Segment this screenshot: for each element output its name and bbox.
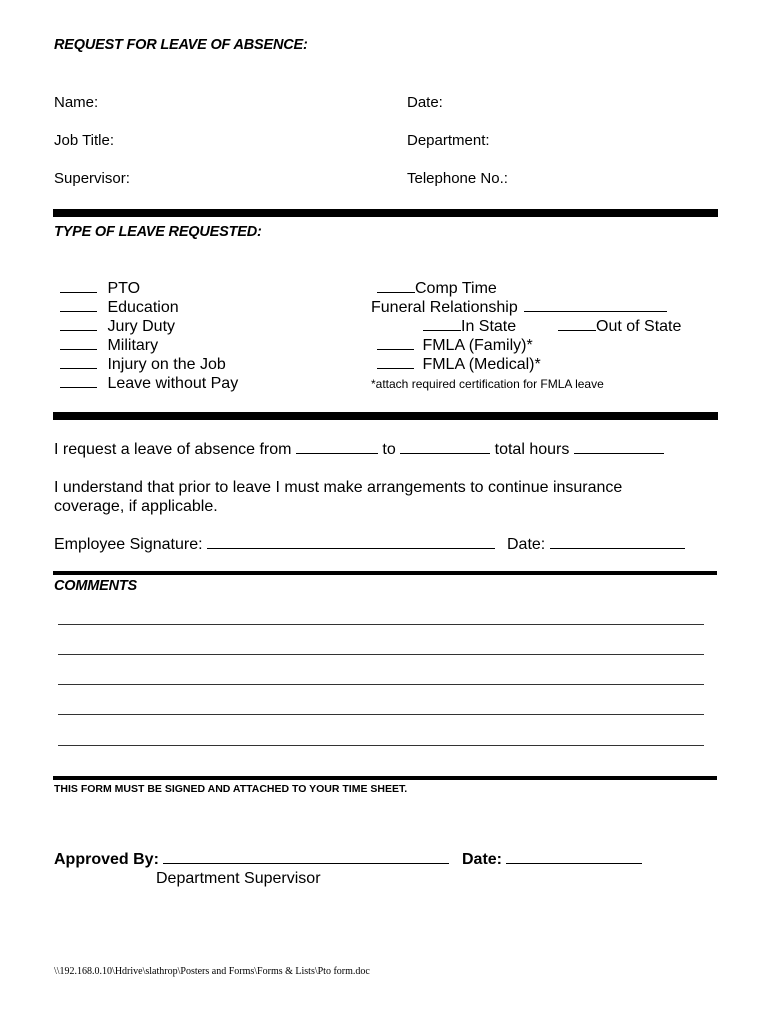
job-title-label: Job Title:: [54, 132, 115, 149]
employee-signature-field[interactable]: [207, 547, 495, 549]
date-label: Date:: [407, 94, 443, 111]
leave-option-funeral[interactable]: Funeral Relationship: [371, 299, 667, 317]
comments-heading: COMMENTS: [54, 578, 137, 594]
leave-option-in-state[interactable]: In State: [423, 318, 516, 336]
section-divider: [53, 412, 718, 420]
checkbox-blank[interactable]: [60, 329, 97, 331]
leave-to-field[interactable]: [400, 452, 490, 454]
checkbox-blank[interactable]: [60, 367, 97, 369]
approved-by-field[interactable]: [163, 862, 449, 864]
checkbox-blank[interactable]: [60, 291, 97, 293]
comment-line[interactable]: [58, 684, 704, 685]
name-label: Name:: [54, 94, 99, 111]
form-title: REQUEST FOR LEAVE OF ABSENCE:: [54, 37, 308, 53]
supervisor-label: Supervisor:: [54, 170, 130, 187]
file-path-footer: \\192.168.0.10\Hdrive\slathrop\Posters and Forms\Forms & Lists\Pto form.doc: [54, 966, 370, 977]
leave-request-line: I request a leave of absence from to total hours: [54, 441, 664, 459]
department-supervisor-caption: Department Supervisor: [156, 870, 321, 887]
leave-option-fmla-family[interactable]: FMLA (Family)*: [377, 337, 533, 355]
telephone-label: Telephone No.:: [407, 170, 508, 187]
section-divider: [53, 571, 717, 575]
comment-line[interactable]: [58, 624, 704, 625]
leave-option-jury-duty[interactable]: Jury Duty: [60, 318, 175, 336]
comment-line[interactable]: [58, 714, 704, 715]
section-divider: [53, 776, 717, 780]
department-label: Department:: [407, 132, 490, 149]
leave-option-education[interactable]: Education: [60, 299, 179, 317]
approval-date-field[interactable]: [506, 862, 642, 864]
leave-option-military[interactable]: Military: [60, 337, 158, 355]
leave-type-heading: TYPE OF LEAVE REQUESTED:: [54, 224, 262, 240]
fmla-note: *attach required certification for FMLA leave: [371, 377, 604, 391]
leave-from-field[interactable]: [296, 452, 378, 454]
employee-date-field[interactable]: [550, 547, 685, 549]
checkbox-blank[interactable]: [377, 367, 414, 369]
approved-by-row: Approved By:: [54, 851, 449, 869]
checkbox-blank[interactable]: [558, 329, 596, 331]
total-hours-field[interactable]: [574, 452, 664, 454]
section-divider: [53, 209, 718, 217]
comment-line[interactable]: [58, 654, 704, 655]
checkbox-blank[interactable]: [377, 291, 415, 293]
comment-line[interactable]: [58, 745, 704, 746]
insurance-notice-line1: I understand that prior to leave I must make arrangements to continue insurance: [54, 479, 623, 496]
leave-option-without-pay[interactable]: Leave without Pay: [60, 375, 238, 393]
leave-option-out-of-state[interactable]: Out of State: [558, 318, 681, 336]
approval-date-row: Date:: [462, 851, 642, 869]
timesheet-notice: THIS FORM MUST BE SIGNED AND ATTACHED TO YOUR TIME SHEET.: [54, 783, 408, 795]
funeral-relationship-field[interactable]: [524, 310, 667, 312]
leave-option-pto[interactable]: PTO: [60, 280, 140, 298]
checkbox-blank[interactable]: [60, 386, 97, 388]
employee-signature-row: Employee Signature:: [54, 536, 495, 554]
leave-option-comp-time[interactable]: Comp Time: [377, 280, 497, 298]
checkbox-blank[interactable]: [60, 348, 97, 350]
insurance-notice-line2: coverage, if applicable.: [54, 498, 218, 515]
checkbox-blank[interactable]: [377, 348, 414, 350]
employee-date-row: Date:: [507, 536, 685, 554]
checkbox-blank[interactable]: [60, 310, 97, 312]
checkbox-blank[interactable]: [423, 329, 461, 331]
leave-option-fmla-medical[interactable]: FMLA (Medical)*: [377, 356, 541, 374]
leave-option-injury[interactable]: Injury on the Job: [60, 356, 226, 374]
